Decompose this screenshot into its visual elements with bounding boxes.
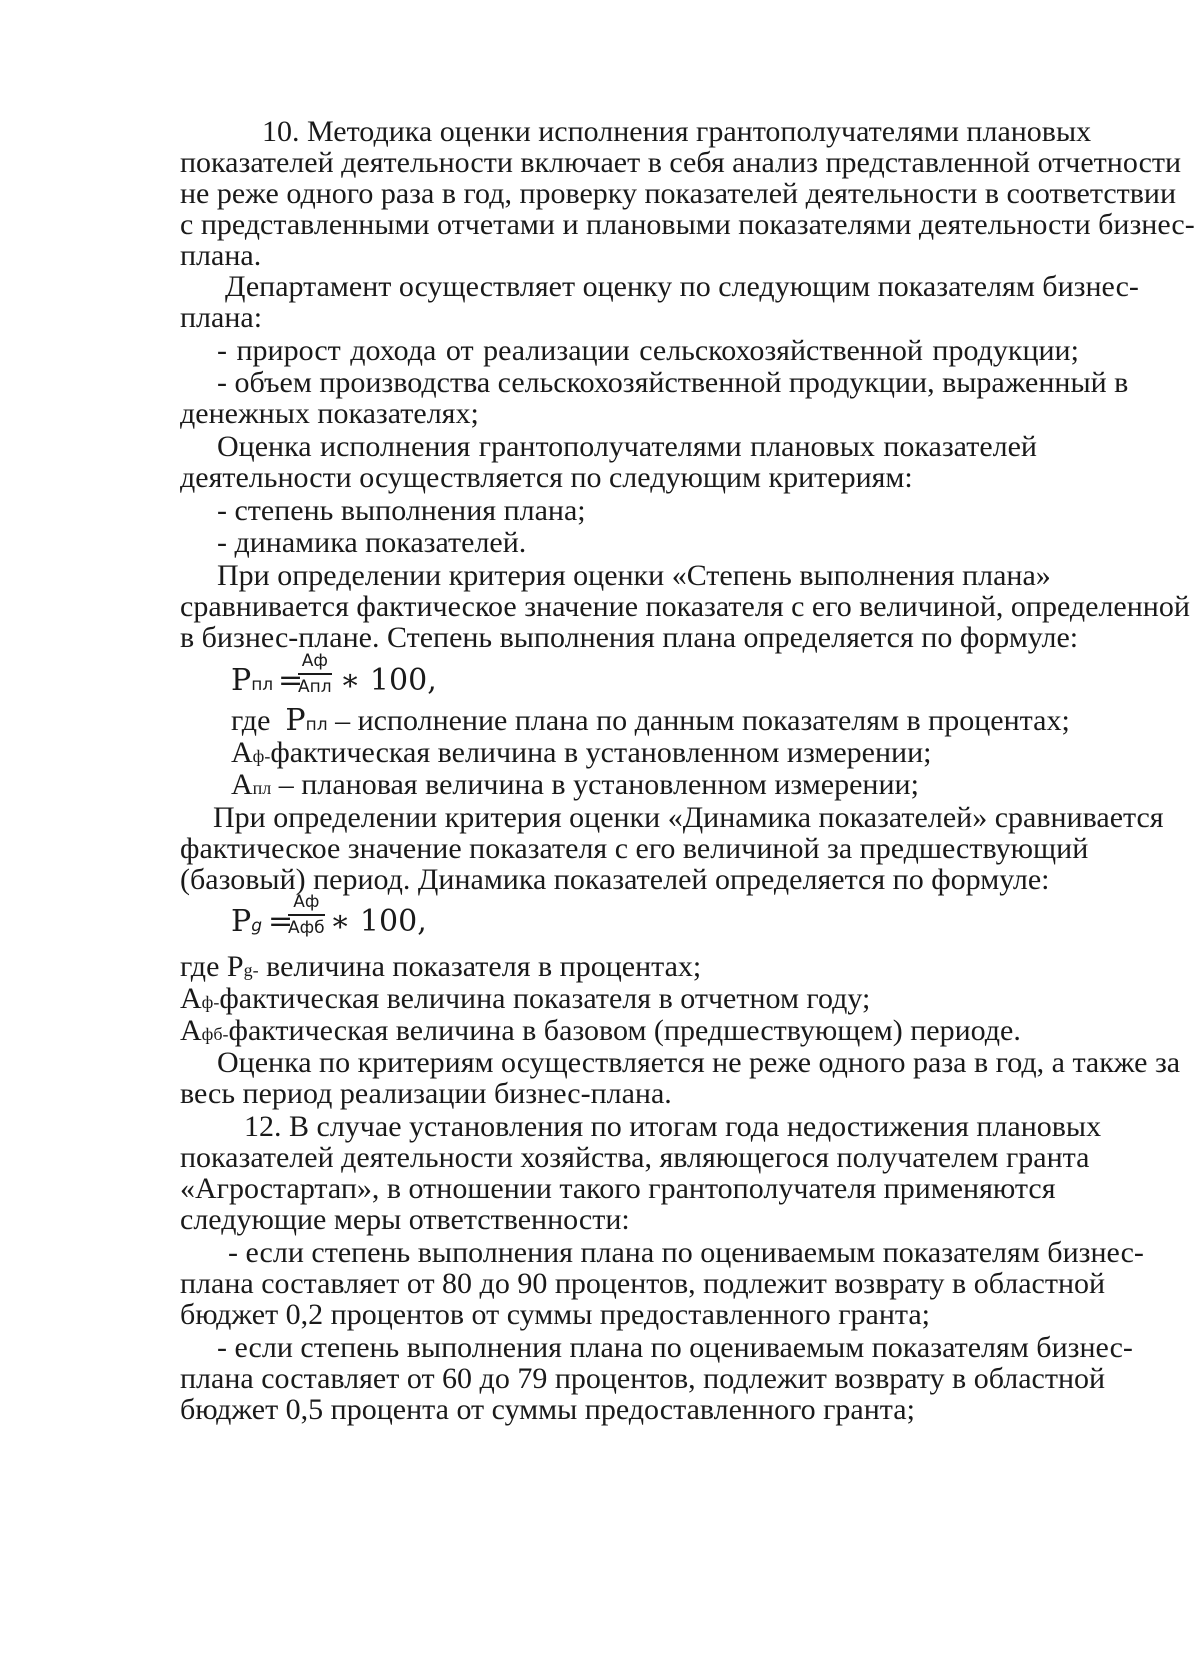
legend-gde: где [180, 950, 220, 983]
fraction-numerator: Аф [301, 651, 328, 671]
legend-dash: - [213, 992, 220, 1012]
legend-symbol: Р [226, 950, 244, 983]
paragraph-line: 12. В случае установления по итогам года недостижения плановых [244, 1110, 1102, 1143]
formula-fraction [298, 651, 332, 697]
paragraph-line: Оценка исполнения грантополучателями плановых показателей [217, 430, 1037, 463]
formula-lhs-sub: пл [251, 675, 274, 695]
legend-dash: - [222, 1024, 229, 1044]
formula-equals: = [278, 663, 304, 698]
list-item: - если степень выполнения плана по оцениваемым показателям бизнес- [217, 1331, 1133, 1364]
paragraph-line: 10. Методика оценки исполнения грантополучателями плановых [262, 115, 1092, 148]
paragraph-line: бюджет 0,5 процента от суммы предоставленного гранта; [180, 1393, 915, 1426]
paragraph-line: с представленными отчетами и плановыми показателями деятельности бизнес- [180, 208, 1195, 241]
legend-symbol-sub: пл [252, 778, 272, 798]
legend-symbol-sub: ф [252, 746, 265, 766]
fraction-bar [298, 673, 332, 675]
legend-text: фактическая величина в установленном измерении; [270, 736, 932, 769]
paragraph-line: плана составляет от 60 до 79 процентов, подлежит возврату в областной [180, 1362, 1106, 1395]
list-item: - степень выполнения плана; [217, 494, 586, 527]
legend-text: плановая величина в установленном измерении; [301, 768, 919, 801]
legend-dash: - [252, 960, 259, 980]
paragraph-line: не реже одного раза в год, проверку показателей деятельности в соответствии [180, 177, 1177, 210]
paragraph-line: Оценка по критериям осуществляется не реже одного раза в год, а также за [217, 1046, 1181, 1079]
paragraph-line: следующие меры ответственности: [180, 1203, 630, 1236]
legend-dash: – [335, 704, 351, 737]
paragraph-line: фактическое значение показателя с его величиной за предшествующий [180, 832, 1089, 865]
legend-gde: где [231, 704, 271, 737]
paragraph-line: бюджет 0,2 процентов от суммы предоставленного гранта; [180, 1298, 931, 1331]
paragraph-line: сравнивается фактическое значение показателя с его величиной, определенной [180, 590, 1190, 623]
paragraph-line: в бизнес-плане. Степень выполнения плана определяется по формуле: [180, 621, 1079, 654]
legend-text: фактическая величина в базовом (предшествующем) периоде. [228, 1014, 1021, 1047]
list-item: - прирост дохода от реализации сельскохозяйственной продукции; [217, 334, 1079, 367]
legend-symbol: А [180, 1014, 202, 1047]
legend-text: величина показателя в процентах; [266, 950, 702, 983]
legend-dash: – [278, 768, 294, 801]
legend-text: фактическая величина показателя в отчетном году; [219, 982, 871, 1015]
paragraph-line: При определении критерия оценки «Динамика показателей» сравнивается [213, 801, 1164, 834]
paragraph-line: плана составляет от 80 до 90 процентов, подлежит возврату в областной [180, 1267, 1106, 1300]
formula-lhs-sub: g [251, 916, 262, 936]
paragraph-line: плана. [180, 239, 262, 272]
legend-dash: - [264, 746, 271, 766]
legend-symbol-sub: g [243, 960, 253, 980]
formula-multiplier: ∗ 100, [330, 904, 427, 939]
formula-equals: = [268, 904, 294, 939]
list-item: - динамика показателей. [217, 526, 527, 559]
list-item: - объем производства сельскохозяйственной продукции, выраженный в [217, 366, 1129, 399]
legend-symbol-sub: фб [201, 1024, 223, 1044]
legend-symbol-sub: пл [305, 715, 328, 735]
legend-symbol: А [231, 768, 253, 801]
formula-multiplier: ∗ 100, [340, 663, 437, 698]
fraction-denominator: Апл [298, 677, 332, 697]
formula-lhs: Р [231, 904, 252, 939]
formula-lhs: Р [231, 663, 252, 698]
paragraph-line: денежных показателях; [180, 397, 479, 430]
paragraph-line: деятельности осуществляется по следующим критериям: [180, 461, 913, 494]
paragraph-line: плана: [180, 301, 263, 334]
formula-fraction [288, 892, 325, 938]
paragraph-line: При определении критерия оценки «Степень выполнения плана» [217, 559, 1051, 592]
legend-symbol-sub: ф [201, 992, 214, 1012]
paragraph-line: показателей деятельности включает в себя анализ представленной отчетности [180, 146, 1182, 179]
fraction-numerator: Аф [293, 892, 320, 912]
fraction-denominator: Афб [288, 918, 325, 938]
legend-text: исполнение плана по данным показателям в процентах; [357, 704, 1070, 737]
list-item: - если степень выполнения плана по оцениваемым показателям бизнес- [228, 1236, 1144, 1269]
formula-legend-line [231, 768, 919, 805]
paragraph-line: (базовый) период. Динамика показателей определяется по формуле: [180, 863, 1050, 896]
paragraph-line: Департамент осуществляет оценку по следующим показателям бизнес- [225, 270, 1139, 303]
fraction-bar [288, 914, 325, 916]
paragraph-line: «Агростартап», в отношении такого грантополучателя применяются [180, 1172, 1056, 1205]
paragraph-line: весь период реализации бизнес-плана. [180, 1077, 672, 1110]
legend-symbol: А [180, 982, 202, 1015]
paragraph-line: показателей деятельности хозяйства, являющегося получателем гранта [180, 1141, 1090, 1174]
legend-symbol: Р [285, 703, 306, 738]
legend-symbol: А [231, 736, 253, 769]
